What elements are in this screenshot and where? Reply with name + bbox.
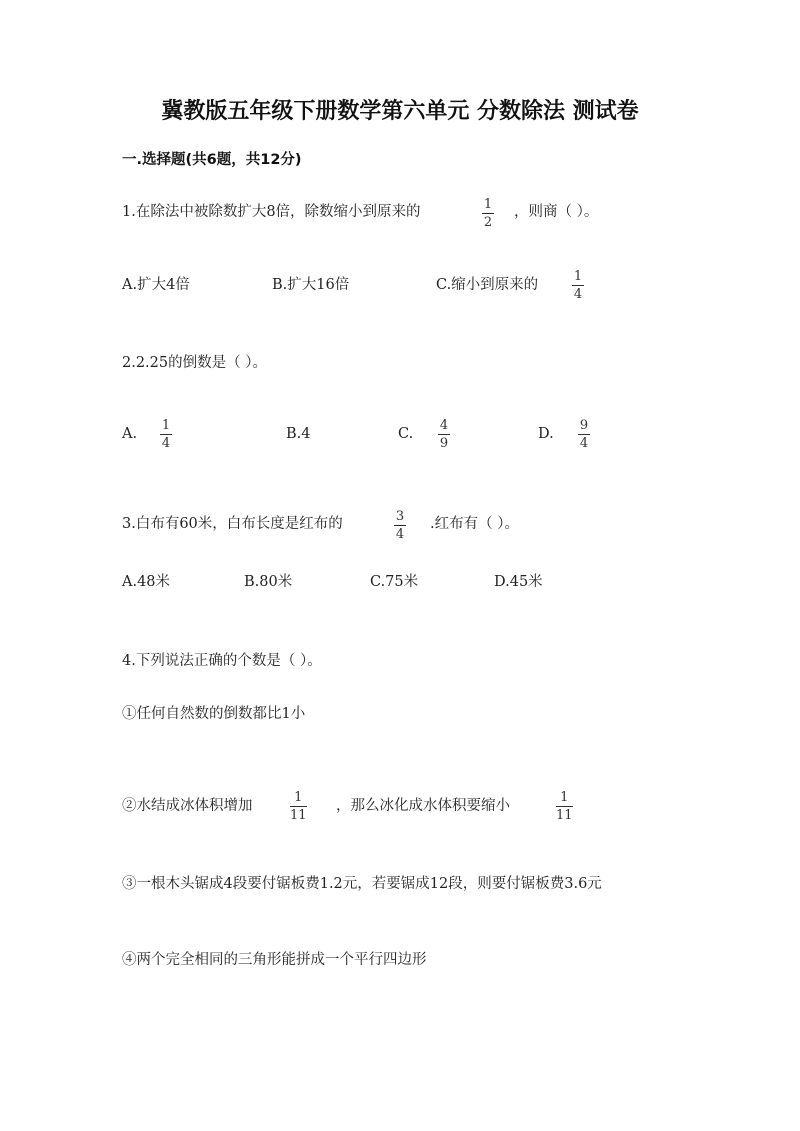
q3-fraction-denominator: 4 [395, 527, 405, 542]
q3-stem-suffix: .红布有（ ）。 [430, 516, 519, 532]
q2-option-a-denominator: 4 [161, 436, 171, 451]
q3-option-a[interactable]: A.48米 [122, 574, 171, 590]
q2-option-a-fraction [160, 418, 172, 451]
q4-statement-2-fraction-2 [556, 790, 573, 823]
section-heading: 一.选择题(共6题，共12分) [122, 152, 302, 168]
q1-fraction-numerator: 1 [483, 197, 493, 212]
q2-option-c-fraction [438, 418, 450, 451]
q4-s2-fraction-2-numerator: 1 [560, 790, 569, 805]
q4-s2-fraction-2-denominator: 11 [556, 808, 573, 823]
q4-s2-fraction-1-numerator: 1 [294, 790, 303, 805]
q4-statement-2-middle: ，那么冰化成水体积要缩小 [336, 798, 510, 814]
q1-option-a[interactable]: A.扩大4倍 [122, 277, 190, 293]
q2-option-b[interactable]: B.4 [286, 426, 311, 442]
q1-fraction-denominator: 2 [483, 215, 493, 230]
q4-statement-2-fraction-1 [290, 790, 307, 823]
q1-option-c-fraction [572, 269, 584, 302]
q3-fraction [394, 509, 406, 542]
q3-stem-prefix: 3.白布有60米，白布长度是红布的 [122, 516, 343, 532]
q2-option-d-denominator: 4 [579, 436, 589, 451]
q3-fraction-numerator: 3 [395, 509, 405, 524]
q4-stem: 4.下列说法正确的个数是（ ）。 [122, 653, 322, 669]
q1-option-c-numerator: 1 [573, 269, 583, 284]
q4-statement-4: ④两个完全相同的三角形能拼成一个平行四边形 [122, 952, 427, 968]
q2-option-a-numerator: 1 [161, 418, 171, 433]
q1-stem-prefix: 1.在除法中被除数扩大8倍，除数缩小到原来的 [122, 204, 421, 220]
q2-option-c-numerator: 4 [439, 418, 449, 433]
q2-option-d[interactable]: D. [538, 426, 554, 442]
q3-option-c[interactable]: C.75米 [370, 574, 419, 590]
q1-option-c-denominator: 4 [573, 287, 583, 302]
q2-option-d-fraction [578, 418, 590, 451]
page-title: 冀教版五年级下册数学第六单元 分数除法 测试卷 [161, 99, 639, 124]
q4-statement-2-prefix: ②水结成冰体积增加 [122, 798, 253, 814]
q4-s2-fraction-1-denominator: 11 [290, 808, 307, 823]
q4-statement-1: ①任何自然数的倒数都比1小 [122, 706, 306, 722]
q4-statement-3: ③一根木头锯成4段要付锯板费1.2元，若要锯成12段，则要付锯板费3.6元 [122, 876, 602, 892]
q2-option-d-numerator: 9 [579, 418, 589, 433]
q1-option-b[interactable]: B.扩大16倍 [272, 277, 350, 293]
q1-option-c[interactable]: C.缩小到原来的 [436, 277, 539, 293]
q1-fraction [482, 197, 494, 230]
q2-option-a[interactable]: A. [122, 426, 138, 442]
q3-option-b[interactable]: B.80米 [244, 574, 293, 590]
q2-option-c[interactable]: C. [398, 426, 414, 442]
q2-stem: 2.2.25的倒数是（ ）。 [122, 355, 267, 371]
q3-option-d[interactable]: D.45米 [494, 574, 543, 590]
q2-option-c-denominator: 9 [439, 436, 449, 451]
q1-stem-suffix: ，则商（ ）。 [514, 204, 599, 220]
